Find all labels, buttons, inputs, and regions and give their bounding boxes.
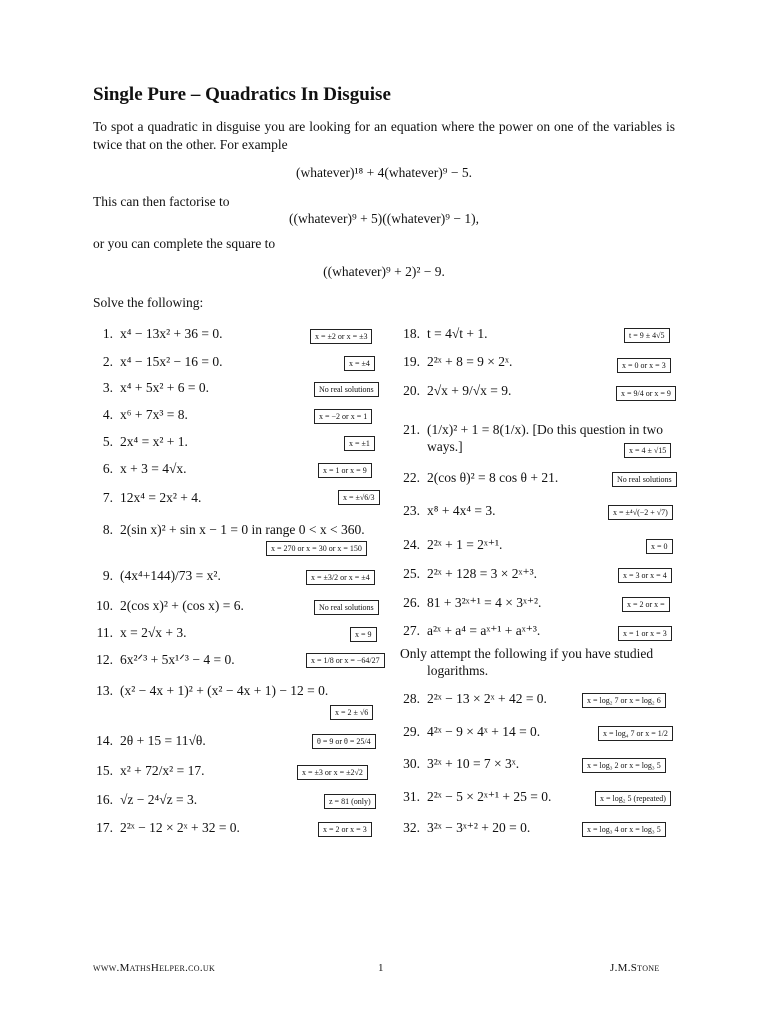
answer-25: x = 3 or x = 4 xyxy=(618,568,672,583)
answer-31: x = log₂ 5 (repeated) xyxy=(595,791,671,806)
question-31: 31. 2²ˣ − 5 × 2ˣ⁺¹ + 25 = 0. xyxy=(403,789,552,804)
question-8: 8. 2(sin x)² + sin x − 1 = 0 in range 0 < x < 360. xyxy=(102,522,365,537)
question-25: 25. 2²ˣ + 128 = 3 × 2ˣ⁺³. xyxy=(403,566,537,581)
answer-1: x = ±2 or x = ±3 xyxy=(310,329,372,344)
solve-label: Solve the following: xyxy=(93,295,204,310)
answer-11: x = 9 xyxy=(350,627,377,642)
answer-6: x = 1 or x = 9 xyxy=(318,463,372,478)
answer-10: No real solutions xyxy=(314,600,379,615)
question-10: 10. 2(cos x)² + (cos x) = 6. xyxy=(96,598,244,613)
factorise-equation: ((whatever)⁹ + 5)((whatever)⁹ − 1), xyxy=(289,211,479,226)
page-number: 1 xyxy=(378,962,384,974)
answer-23: x = ±⁴√(−2 + √7) xyxy=(608,505,673,520)
answer-7: x = ±√6/3 xyxy=(338,490,380,505)
question-12: 12. 6x²ᐟ³ + 5x¹ᐟ³ − 4 = 0. xyxy=(96,652,235,667)
question-21: 21. (1/x)² + 1 = 8(1/x). [Do this question in two ways.] xyxy=(403,422,664,454)
question-1: 1. x⁴ − 13x² + 36 = 0. xyxy=(102,326,223,341)
question-3: 3. x⁴ + 5x² + 6 = 0. xyxy=(102,380,209,395)
question-19: 19. 2²ˣ + 8 = 9 × 2ˣ. xyxy=(403,354,513,369)
answer-27: x = 1 or x = 3 xyxy=(618,626,672,641)
answer-9: x = ±3/2 or x = ±4 xyxy=(306,570,375,585)
answer-28: x = log₂ 7 or x = log₂ 6 xyxy=(582,693,666,708)
answer-30: x = log₃ 2 or x = log₃ 5 xyxy=(582,758,666,773)
answer-29: x = log₄ 7 or x = 1/2 xyxy=(598,726,673,741)
answer-16: z = 81 (only) xyxy=(324,794,376,809)
question-15: 15. x² + 72/x² = 17. xyxy=(96,763,205,778)
factorise-label: This can then factorise to xyxy=(93,194,230,209)
complete-square-equation: ((whatever)⁹ + 2)² − 9. xyxy=(323,264,445,279)
question-23: 23. x⁸ + 4x⁴ = 3. xyxy=(403,503,496,518)
question-29: 29. 4²ˣ − 9 × 4ˣ + 14 = 0. xyxy=(403,724,541,739)
answer-12: x = 1/8 or x = −64/27 xyxy=(306,653,385,668)
answer-21: x = 4 ± √15 xyxy=(624,443,671,458)
answer-22: No real solutions xyxy=(612,472,677,487)
answer-17: x = 2 or x = 3 xyxy=(318,822,372,837)
question-14: 14. 2θ + 15 = 11√θ. xyxy=(96,733,206,748)
answer-32: x = log₃ 4 or x = log₃ 5 xyxy=(582,822,666,837)
question-16: 16. √z − 2⁴√z = 3. xyxy=(96,792,198,807)
complete-square-label: or you can complete the square to xyxy=(93,236,276,251)
question-7: 7. 12x⁴ = 2x² + 4. xyxy=(102,490,202,505)
question-22: 22. 2(cos θ)² = 8 cos θ + 21. xyxy=(403,470,559,485)
answer-3: No real solutions xyxy=(314,382,379,397)
answer-14: θ = 9 or θ = 25/4 xyxy=(312,734,376,749)
answer-18: t = 9 ± 4√5 xyxy=(624,328,670,343)
answer-2: x = ±4 xyxy=(344,356,375,371)
logarithms-note: Only attempt the following if you have studied logarithms. xyxy=(400,646,654,678)
question-4: 4. x⁶ + 7x³ = 8. xyxy=(102,407,188,422)
question-13: 13. (x² − 4x + 1)² + (x² − 4x + 1) − 12 = 0. xyxy=(96,683,329,698)
question-9: 9. (4x⁴+144)/73 = x². xyxy=(102,568,221,583)
question-6: 6. x + 3 = 4√x. xyxy=(102,461,187,476)
answer-19: x = 0 or x = 3 xyxy=(617,358,671,373)
question-5: 5. 2x⁴ = x² + 1. xyxy=(102,434,188,449)
footer-author: J.M.Stone xyxy=(610,962,660,974)
question-24: 24. 2²ˣ + 1 = 2ˣ⁺¹. xyxy=(403,537,503,552)
question-27: 27. a²ˣ + a⁴ = aˣ⁺¹ + aˣ⁺³. xyxy=(403,623,541,638)
question-11: 11. x = 2√x + 3. xyxy=(96,625,187,640)
answer-26: x = 2 or x = xyxy=(622,597,670,612)
answer-20: x = 9/4 or x = 9 xyxy=(616,386,676,401)
footer-website: www.MathsHelper.co.uk xyxy=(93,962,216,974)
question-17: 17. 2²ˣ − 12 × 2ˣ + 32 = 0. xyxy=(96,820,240,835)
question-26: 26. 81 + 3²ˣ⁺¹ = 4 × 3ˣ⁺². xyxy=(403,595,542,610)
page-title: Single Pure – Quadratics In Disguise xyxy=(93,84,391,105)
question-30: 30. 3²ˣ + 10 = 7 × 3ˣ. xyxy=(403,756,520,771)
question-28: 28. 2²ˣ − 13 × 2ˣ + 42 = 0. xyxy=(403,691,547,706)
question-18: 18. t = 4√t + 1. xyxy=(403,326,488,341)
answer-24: x = 0 xyxy=(646,539,673,554)
answer-5: x = ±1 xyxy=(344,436,375,451)
answer-15: x = ±3 or x = ±2√2 xyxy=(297,765,368,780)
example-equation: (whatever)¹⁸ + 4(whatever)⁹ − 5. xyxy=(296,165,472,180)
question-32: 32. 3²ˣ − 3ˣ⁺² + 20 = 0. xyxy=(403,820,531,835)
question-20: 20. 2√x + 9/√x = 9. xyxy=(403,383,512,398)
answer-13: x = 2 ± √6 xyxy=(330,705,373,720)
answer-4: x = −2 or x = 1 xyxy=(314,409,372,424)
question-2: 2. x⁴ − 15x² − 16 = 0. xyxy=(102,354,223,369)
intro-paragraph: To spot a quadratic in disguise you are looking for an equation where the power on one of the variables is twice that on the other. For example xyxy=(93,119,675,152)
answer-8: x = 270 or x = 30 or x = 150 xyxy=(266,541,367,556)
